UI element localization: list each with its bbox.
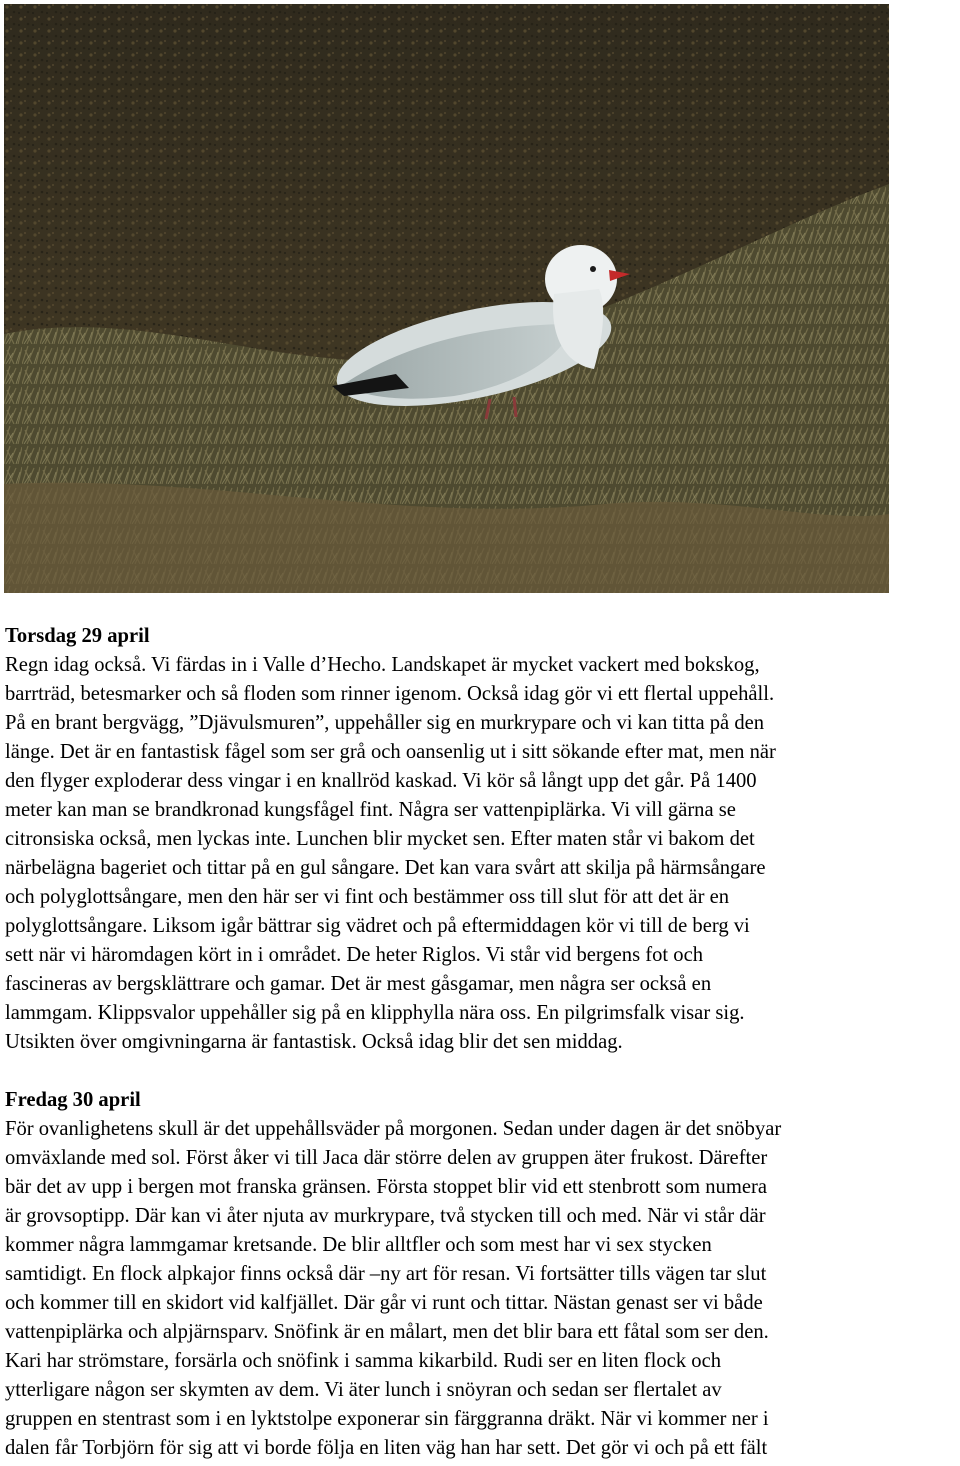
text-line: är grovsoptipp. Där kan vi åter njuta av murkrypare, två stycken till och med. När vi står där	[5, 1205, 766, 1227]
text-line: vattenpiplärka och alpjärnsparv. Snöfink är en målart, men det blir bara ett fåtal som ser den.	[5, 1321, 769, 1343]
text-line: bär det av upp i bergen mot franska gränsen. Första stoppet blir vid ett stenbrott som numera	[5, 1176, 767, 1198]
section-friday	[5, 1086, 960, 1463]
text-line: och kommer till en skidort vid kalfjället. Där går vi runt och tittar. Nästan genast ser vi både	[5, 1292, 763, 1314]
section-thursday	[5, 622, 960, 1057]
gull-photo	[4, 4, 889, 593]
day-heading: Torsdag 29 april	[5, 625, 150, 647]
day-heading: Fredag 30 april	[5, 1089, 141, 1111]
text-line: polyglottsångare. Liksom igår bättrar sig vädret och på eftermiddagen kör vi till de berg vi	[5, 915, 750, 937]
text-line: omväxlande med sol. Först åker vi till Jaca där större delen av gruppen äter frukost. Därefter	[5, 1147, 768, 1169]
text-line: fascineras av bergsklättrare och gamar. Det är mest gåsgamar, men några ser också en	[5, 973, 712, 995]
section-gap	[5, 1057, 960, 1086]
text-line: För ovanlighetens skull är det uppehållsväder på morgonen. Sedan under dagen är det snöbyar	[5, 1118, 782, 1140]
text-line: länge. Det är en fantastisk fågel som ser grå och oansenlig ut i sitt sökande efter mat, men när	[5, 741, 776, 763]
text-line: Kari har strömstare, forsärla och snöfink i samma kikarbild. Rudi ser en liten flock och	[5, 1350, 722, 1372]
diary-text	[5, 622, 960, 1463]
text-line: och polyglottsångare, men den här ser vi fint och bestämmer oss till slut för att det är en	[5, 886, 730, 908]
text-line: närbelägna bageriet och tittar på en gul sångare. Det kan vara svårt att skilja på härmsångare	[5, 857, 766, 879]
text-line: meter kan man se brandkronad kungsfågel fint. Några ser vattenpiplärka. Vi vill gärna se	[5, 799, 736, 821]
text-line: kommer några lammgamar kretsande. De blir alltfler och som mest har vi sex stycken	[5, 1234, 712, 1256]
text-line: den flyger exploderar dess vingar i en knallröd kaskad. Vi kör så långt upp det går. På 1400	[5, 770, 757, 792]
text-line: Regn idag också. Vi färdas in i Valle d’Hecho. Landskapet är mycket vackert med bokskog,	[5, 654, 760, 676]
text-line: lammgam. Klippsvalor uppehåller sig på en klipphylla nära oss. En pilgrimsfalk visar sig.	[5, 1002, 745, 1024]
text-line: sett när vi häromdagen kört in i området. De heter Riglos. Vi står vid bergens fot och	[5, 944, 704, 966]
text-line: samtidigt. En flock alpkajor finns också där –ny art för resan. Vi fortsätter tills vägen tar slut	[5, 1263, 767, 1285]
text-line: dalen får Torbjörn för sig att vi borde följa en liten väg han har sett. Det gör vi och på ett fält	[5, 1437, 768, 1459]
text-line: ytterligare någon ser skymten av dem. Vi äter lunch i snöyran och sedan ser flertalet av	[5, 1379, 722, 1401]
text-line: På en brant bergvägg, ”Djävulsmuren”, uppehåller sig en murkrypare och vi kan titta på den	[5, 712, 765, 734]
text-line: gruppen en stentrast som i en lyktstolpe exponerar sin färggranna dräkt. När vi kommer ner i	[5, 1408, 769, 1430]
gull-photo-icon	[4, 4, 889, 593]
text-line: Utsikten över omgivningarna är fantastisk. Också idag blir det sen middag.	[5, 1031, 623, 1053]
text-line: citronsiska också, men lyckas inte. Lunchen blir mycket sen. Efter maten står vi bakom det	[5, 828, 755, 850]
text-line: barrträd, betesmarker och så floden som rinner igenom. Också idag gör vi ett flertal uppehåll.	[5, 683, 775, 705]
